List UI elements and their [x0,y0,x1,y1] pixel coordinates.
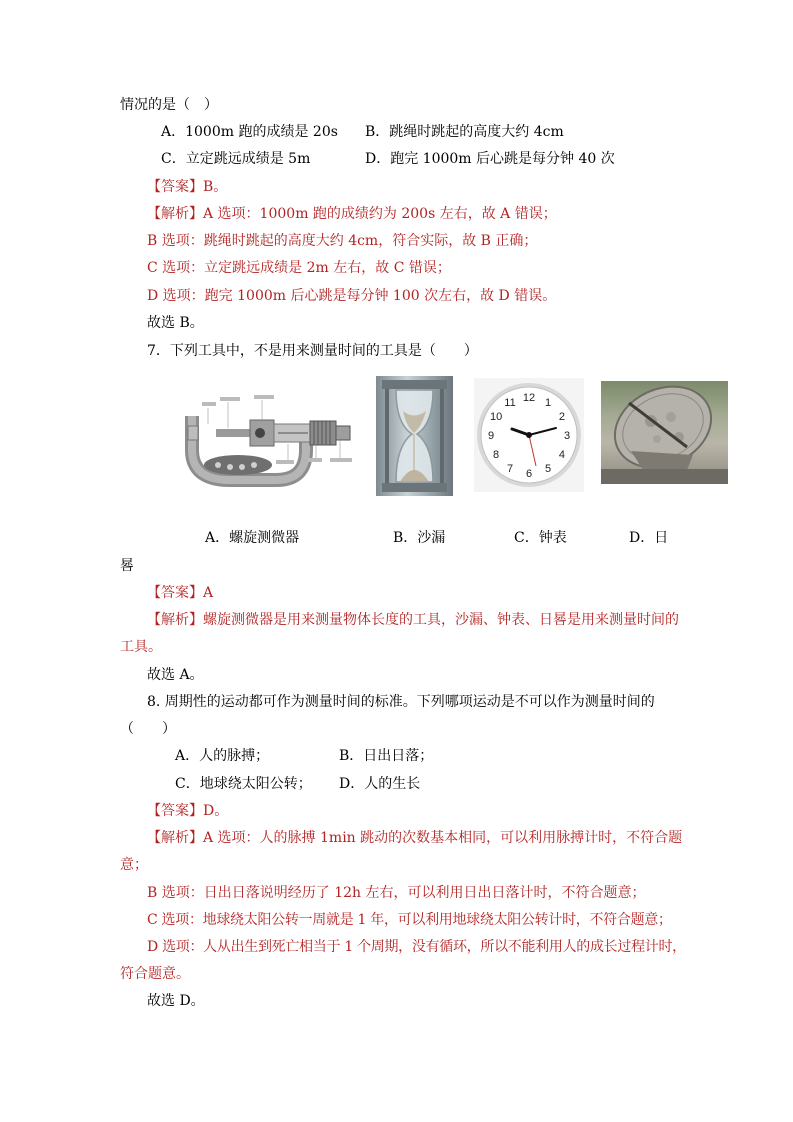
clock-numeral: 8 [493,449,500,461]
analysis-tag: 【解析】 [147,612,203,628]
q8-analysis-4b: 符合题意。 [120,966,190,982]
q8-analysis-2: B 选项：日出日落说明经历了 12h 左右，可以利用日出日落计时，不符合题意； [147,885,646,901]
q6-stem-tail: 情况的是（ ） [120,97,218,113]
option-b-caption: B．沙漏 [393,530,446,546]
q8-option-d: D．人的生长 [339,776,421,792]
q8-option-b: B．日出日落； [339,748,434,764]
q8-analysis-3: C 选项：地球绕太阳公转一周就是 1 年，可以利用地球绕太阳公转计时，不符合题意； [147,912,672,928]
micrometer-image [180,388,360,488]
answer-value: A [203,585,214,601]
wall-clock-image [474,378,584,492]
q6-option-d: D．跑完 1000m 后心跳是每分钟 40 次 [365,151,615,167]
q8-analysis-1 [147,828,682,848]
analysis-text: 螺旋测微器是用来测量物体长度的工具，沙漏、钟表、日晷是用来测量时间的 [203,612,679,628]
clock-face [474,378,584,492]
q7-analysis-2: 工具。 [120,639,162,655]
analysis-text: A 选项：1000m 跑的成绩约为 200s 左右，故 A 错误； [203,206,557,222]
q6-analysis-1 [147,204,557,224]
q7-stem: 7．下列工具中，不是用来测量时间的工具是（ ） [147,343,478,359]
clock-numeral: 5 [544,462,552,475]
answer-tag: 【答案】 [147,179,203,195]
q6-answer [147,177,227,197]
answer-tag: 【答案】 [147,803,203,819]
q6-option-a: A．1000m 跑的成绩是 20s [161,124,338,140]
q8-stem-1: 8. 周期性的运动都可作为测量时间的标准。下列哪项运动是不可以作为测量时间的 [147,694,655,710]
q7-analysis-1 [147,610,679,630]
q6-option-b: B．跳绳时跳起的高度大约 4cm [365,124,564,140]
clock-numeral: 11 [504,397,516,410]
q7-answer [147,583,213,603]
q8-analysis-4: D 选项：人从出生到死亡相当于 1 个周期，没有循环，所以不能利用人的成长过程计时， [147,939,686,955]
hourglass-image [376,376,453,496]
clock-numeral: 2 [558,411,565,423]
clock-numeral: 12 [522,392,536,404]
q6-analysis-4: D 选项：跑完 1000m 后心跳是每分钟 100 次左右，故 D 错误。 [147,288,557,304]
answer-value: B。 [203,179,228,195]
clock-numeral: 3 [563,430,571,442]
answer-tag: 【答案】 [147,585,203,601]
analysis-text: A 选项：人的脉搏 1min 跳动的次数基本相同，可以利用脉搏计时，不符合题 [203,830,683,846]
q8-option-a: A．人的脉搏； [175,748,270,764]
q6-option-c: C．立定跳远成绩是 5m [161,151,311,167]
option-d-caption: D．日 [629,530,669,546]
q6-conclusion: 故选 B。 [147,315,204,331]
q8-answer [147,801,228,821]
clock-numeral: 7 [506,462,514,475]
clock-numeral: 9 [487,430,495,442]
q7-conclusion: 故选 A。 [147,667,204,683]
q8-analysis-1b: 意； [120,857,148,873]
q8-stem-2: （ ） [120,721,176,737]
clock-numeral: 1 [544,397,552,410]
q6-analysis-3: C 选项：立定跳远成绩是 2m 左右，故 C 错误； [147,260,451,276]
sundial-image [601,381,728,484]
answer-value: D。 [203,803,229,819]
q8-option-c: C．地球绕太阳公转； [175,776,312,792]
clock-numeral: 4 [558,449,565,461]
q6-analysis-2: B 选项：跳绳时跳起的高度大约 4cm，符合实际，故 B 正确； [147,233,538,249]
option-a-caption: A．螺旋测微器 [205,530,300,546]
q8-conclusion: 故选 D。 [147,993,205,1009]
clock-numeral: 10 [489,411,503,423]
option-c-caption: C．钟表 [514,530,567,546]
clock-numeral: 6 [525,468,533,480]
analysis-tag: 【解析】 [147,206,203,222]
analysis-tag: 【解析】 [147,830,203,846]
option-d-caption-wrap: 晷 [120,558,134,574]
